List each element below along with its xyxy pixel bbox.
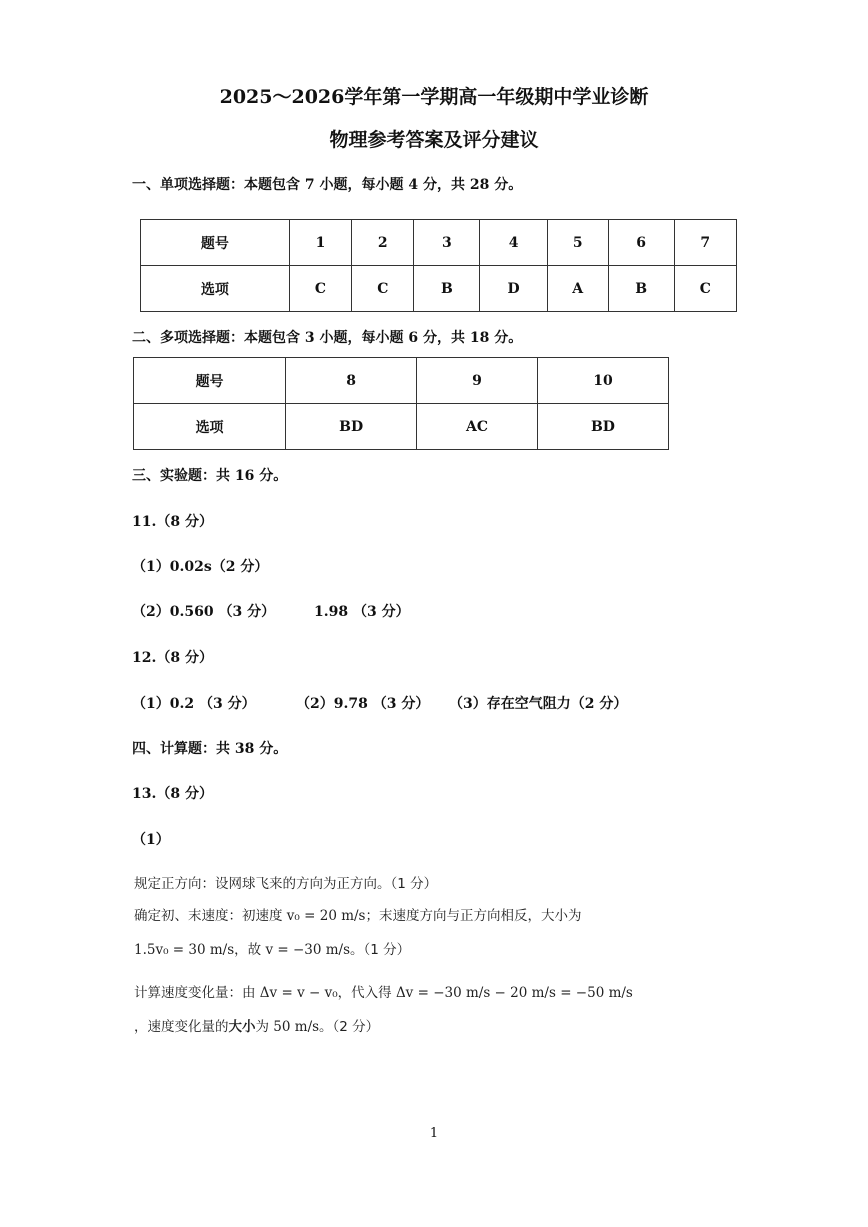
answer-option: BD	[286, 404, 417, 450]
text-span: ，故	[234, 942, 262, 958]
math-final-velocity: v = −30 m/s	[265, 942, 351, 958]
q12-part2: （2）9.78 （3 分）	[296, 696, 430, 712]
row-label-question: 题号	[141, 220, 290, 266]
table-row	[141, 266, 737, 312]
question-number: 6	[608, 220, 674, 266]
q13-title: 13.（8 分）	[132, 786, 213, 802]
q11-part2-second: 1.98 （3 分）	[314, 604, 410, 620]
text-span: ，代入得	[337, 985, 392, 1001]
math-initial-velocity: v₀ = 20 m/s	[286, 908, 366, 924]
math-magnitude: 50 m/s	[273, 1019, 320, 1035]
page-subtitle: 物理参考答案及评分建议	[329, 129, 539, 151]
q13-line-velocities	[134, 904, 581, 924]
q11-part1: （1）0.02s（2 分）	[132, 559, 269, 575]
text-span: 为	[255, 1019, 269, 1035]
question-number: 1	[289, 220, 351, 266]
text-span: 计算速度变化量：由	[134, 985, 256, 1001]
q13-part1: （1）	[132, 832, 170, 848]
single-choice-answer-table	[140, 219, 737, 312]
math-delta-formula: Δv = v − v₀	[259, 985, 338, 1001]
question-number: 4	[480, 220, 547, 266]
question-number: 2	[352, 220, 414, 266]
q12-title: 12.（8 分）	[132, 650, 213, 666]
answer-option: C	[674, 266, 736, 312]
row-label-answer: 选项	[134, 404, 286, 450]
answer-option: A	[547, 266, 608, 312]
answer-option: B	[608, 266, 674, 312]
answer-option: BD	[537, 404, 668, 450]
q13-line-direction: 规定正方向：设网球飞来的方向为正方向。（1 分）	[134, 876, 438, 892]
table-row	[141, 220, 737, 266]
q13-line-magnitude	[134, 1015, 379, 1035]
question-number: 9	[417, 358, 538, 404]
answer-option: B	[414, 266, 480, 312]
answer-option: AC	[417, 404, 538, 450]
text-span: 。（2 分）	[319, 1019, 380, 1035]
text-span: ；末速度方向与正方向相反，大小为	[365, 908, 582, 924]
section2-heading: 二、多项选择题：本题包含 3 小题，每小题 6 分，共 18 分。	[132, 330, 523, 346]
section1-heading: 一、单项选择题：本题包含 7 小题，每小题 4 分，共 28 分。	[132, 177, 523, 193]
section3-heading: 三、实验题：共 16 分。	[132, 468, 288, 484]
q13-line-final-velocity	[134, 938, 410, 958]
answer-option: C	[352, 266, 414, 312]
row-label-answer: 选项	[141, 266, 290, 312]
text-span: ，速度变化量的	[134, 1019, 229, 1035]
text-span: 。（1 分）	[350, 942, 411, 958]
answer-option: D	[480, 266, 547, 312]
q12-part3: （3）存在空气阻力（2 分）	[449, 696, 628, 712]
section4-heading: 四、计算题：共 38 分。	[132, 741, 288, 757]
math-final-speed: 1.5v₀ = 30 m/s	[134, 942, 235, 958]
question-number: 10	[537, 358, 668, 404]
q11-part2: （2）0.560 （3 分）	[132, 604, 276, 620]
bold-text: 大小	[228, 1019, 256, 1035]
row-label-question: 题号	[134, 358, 286, 404]
q11-title: 11.（8 分）	[132, 514, 213, 530]
question-number: 3	[414, 220, 480, 266]
question-number: 8	[286, 358, 417, 404]
question-number: 7	[674, 220, 736, 266]
text-span: 确定初、末速度：初速度	[134, 908, 283, 924]
multiple-choice-answer-table	[133, 357, 669, 450]
q13-line-delta-v	[134, 981, 633, 1001]
table-row	[134, 358, 669, 404]
page-number: 1	[429, 1126, 439, 1141]
page-title: 2025～2026学年第一学期高一年级期中学业诊断	[219, 86, 649, 108]
table-row	[134, 404, 669, 450]
answer-option: C	[289, 266, 351, 312]
question-number: 5	[547, 220, 608, 266]
q12-part1: （1）0.2 （3 分）	[132, 696, 256, 712]
math-delta-result: Δv = −30 m/s − 20 m/s = −50 m/s	[395, 985, 633, 1001]
